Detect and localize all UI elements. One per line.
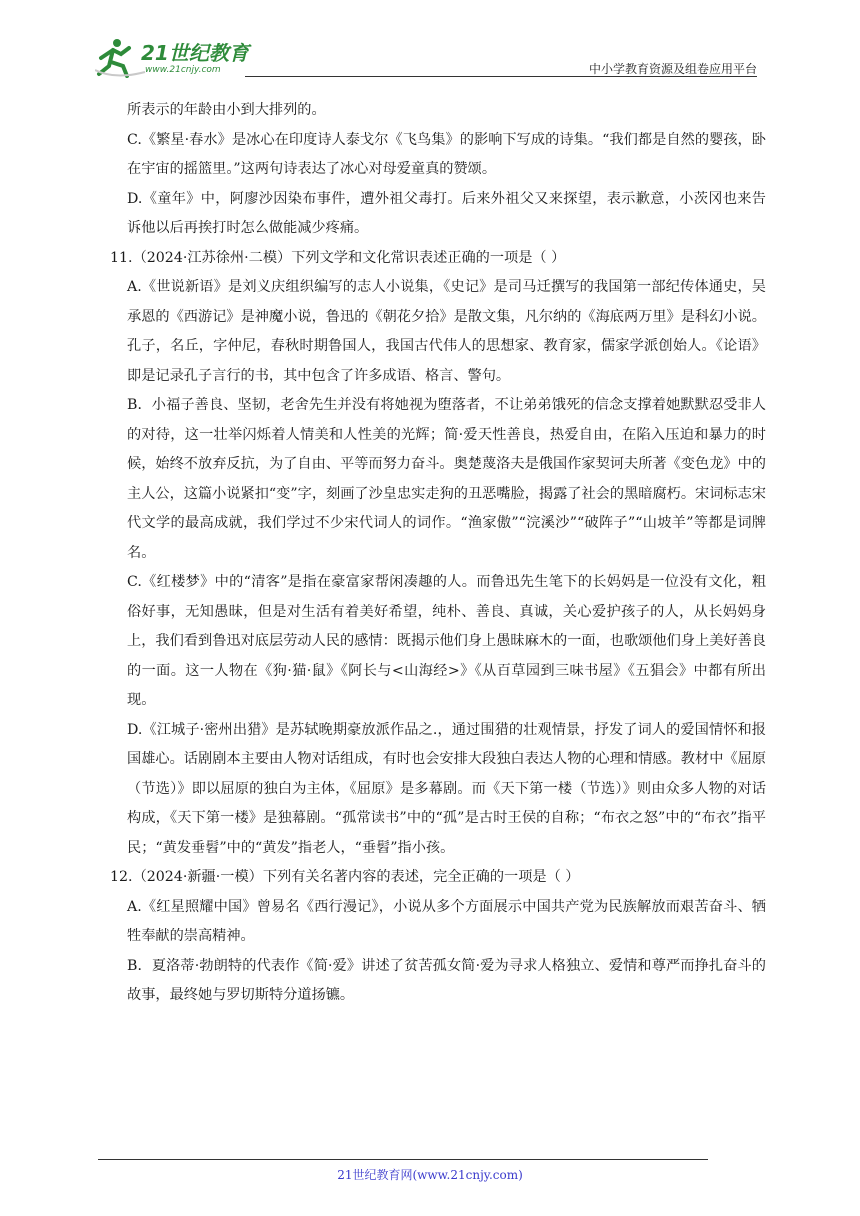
answer-option: C.《繁星·春水》是冰心在印度诗人泰戈尔《飞鸟集》的影响下写成的诗集。“我们都是自然的婴孩，卧在宇宙的摇篮里。”这两句诗表达了冰心对母爱童真的赞颂。 <box>127 131 766 177</box>
answer-option: B．夏洛蒂·勃朗特的代表作《简·爱》讲述了贫苦孤女简·爱为寻求人格独立、爱情和尊严而挣扎奋斗的故事，最终她与罗切斯特分道扬镳。 <box>127 957 766 1003</box>
footer-link[interactable]: 21世纪教育网(www.21cnjy.com) <box>337 1168 523 1182</box>
footer-rule <box>98 1159 708 1160</box>
answer-option: D.《童年》中，阿廖沙因染布事件，遭外祖父毒打。后来外祖父又来探望，表示歉意，小茨冈也来告诉他以后再挨打时怎么做能减少疼痛。 <box>127 190 766 236</box>
continued-text: 所表示的年龄由小到大排列的。 <box>127 102 326 118</box>
answer-option: A.《红星照耀中国》曾易名《西行漫记》，小说从多个方面展示中国共产党为民族解放而艰苦奋斗、牺牲奉献的崇高精神。 <box>127 898 766 944</box>
document-body <box>110 96 766 1011</box>
answer-option: A.《世说新语》是刘义庆组织编写的志人小说集，《史记》是司马迁撰写的我国第一部纪传体通史，吴承恩的《西游记》是神魔小说，鲁迅的《朝花夕拾》是散文集，凡尔纳的《海底两万里》是科幻小说。孔子，名丘，字仲尼，春秋时期鲁国人，我国古代伟人的思想家、教育家，儒家学派创始人。《论语》即是记录孔子言行的书，其中包含了许多成语、格言、警句。 <box>127 279 766 384</box>
platform-title: 中小学教育资源及组卷应用平台 <box>588 62 757 76</box>
site-logo <box>95 36 270 78</box>
logo-url: www.21cnjy.com <box>145 65 221 75</box>
question-stem: 12.（2024·新疆·一模）下列有关名著内容的表述，完全正确的一项是（ ） <box>110 869 580 885</box>
answer-option: B．小福子善良、坚韧，老舍先生并没有将她视为堕落者，不让弟弟饿死的信念支撑着她默默忍受非人的对待，这一壮举闪烁着人情美和人性美的光辉；简·爱天性善良，热爱自由，在陷入压迫和暴力的时候，始终不放弃反抗，为了自由、平等而努力奋斗。奥楚蔑洛夫是俄国作家契诃夫所著《变色龙》中的主人公，这篇小说紧扣“变”字，刻画了沙皇忠实走狗的丑恶嘴脸，揭露了社会的黑暗腐朽。宋词标志宋代文学的最高成就，我们学过不少宋代词人的词作。“渔家傲”“浣溪沙”“破阵子”“山坡羊”等都是词牌名。 <box>127 397 766 561</box>
question-stem: 11.（2024·江苏徐州·二模）下列文学和文化常识表述正确的一项是（ ） <box>110 249 566 266</box>
runner-logo-icon <box>95 36 270 78</box>
answer-option: D.《江城子·密州出猎》是苏轼晚期豪放派作品之.，通过围猎的壮观情景，抒发了词人的爱国情怀和报国雄心。话剧剧本主要由人物对话组成，有时也会安排大段独白表达人物的心理和情感。教材中《屈原（节选）》即以屈原的独白为主体，《屈原》是多幕剧。而《天下第一楼（节选）》则由众多人物的对话构成，《天下第一楼》是独幕剧。“孤常读书”中的“孤”是古时王侯的自称；“布衣之怒”中的“布衣”指平民；“黄发垂髫”中的“黄发”指老人，“垂髫”指小孩。 <box>127 721 766 856</box>
page-header <box>95 36 757 82</box>
logo-text: 21世纪教育 <box>141 41 249 65</box>
answer-option: C.《红楼梦》中的“清客”是指在豪富家帮闲凑趣的人。而鲁迅先生笔下的长妈妈是一位没有文化，粗俗好事，无知愚昧，但是对生活有着美好希望，纯朴、善良、真诚，关心爱护孩子的人，从长妈妈身上，我们看到鲁迅对底层劳动人民的感情：既揭示他们身上愚昧麻木的一面，也歌颂他们身上美好善良的一面。这一人物在《狗·猫·鼠》《阿长与<山海经>》《从百草园到三味书屋》《五猖会》中都有所出现。 <box>127 574 766 708</box>
